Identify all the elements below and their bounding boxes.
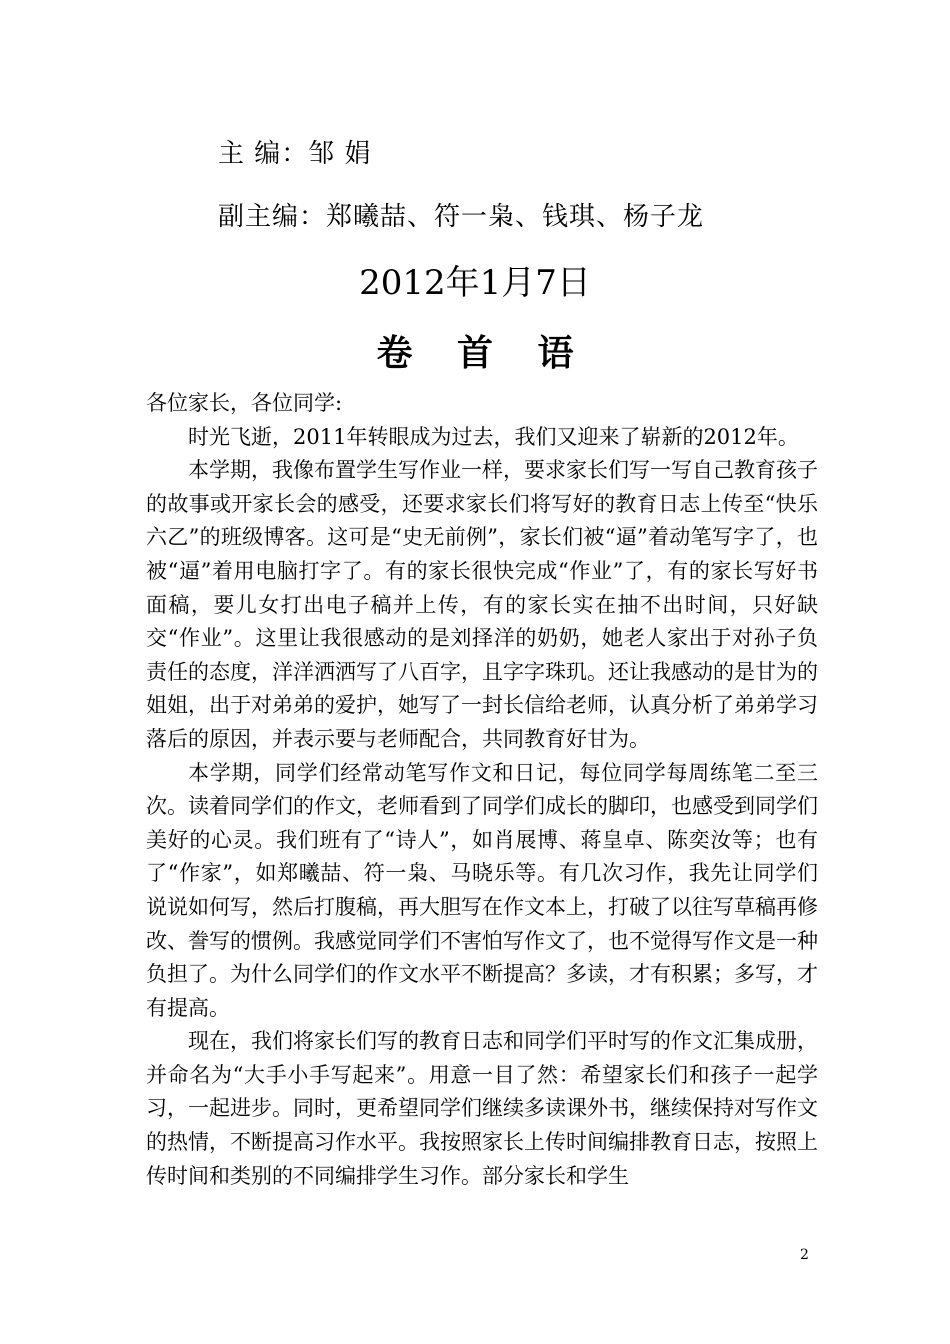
page-number: 2 — [800, 1247, 809, 1263]
paragraph-4: 现在，我们将家长们写的教育日志和同学们平时写的作文汇集成册，并命名为“大手小手写起来”。用意一目了然：希望家长们和孩子一起学习，一起进步。同时，更希望同学们继续多读课外书，继续保持对写作文的热情，不断提高习作水平。我按照家长上传时间编排教育日志，按照上传时间和类别的不同编排学生习作。部分家长和学生 — [146, 1029, 818, 1188]
publication-date: 2012年1月7日 — [359, 263, 591, 303]
paragraph-2: 本学期，我像布置学生写作业一样，要求家长们写一写自己教育孩子的故事或开家长会的感受，还要求家长们将写好的教育日志上传至“快乐六乙”的班级博客。这可是“史无前例”，家长们被“逼”着动笔写字了，也被“逼”着用电脑打字了。有的家长很快完成“作业”了，有的家长写好书面稿，要儿女打出电子稿并上传，有的家长实在抽不出时间，只好缺交“作业”。这里让我很感动的是刘择洋的奶奶，她老人家出于对孙子负责任的态度，洋洋洒洒写了八百字，且字字珠玑。还让我感动的是甘为的姐姐，出于对弟弟的爱护，她写了一封长信给老师，认真分析了弟弟学习落后的原因，并表示要与老师配合，共同教育好甘为。 — [146, 458, 818, 751]
preface-title: 卷 首 语 — [376, 332, 590, 374]
paragraph-1: 时光飞逝，2011年转眼成为过去，我们又迎来了崭新的2012年。 — [188, 424, 799, 449]
paragraph-3: 本学期，同学们经常动笔写作文和日记，每位同学每周练笔二至三次。读着同学们的作文，老师看到了同学们成长的脚印，也感受到同学们美好的心灵。我们班有了“诗人”，如肖展博、蒋皇卓、陈奕汝等；也有了“作家”，如郑曦喆、符一枭、马晓乐等。有几次习作，我先让同学们说说如何写，然后打腹稿，再大胆写在作文本上，打破了以往写草稿再修改、誊写的惯例。我感觉同学们不害怕写作文了，也不觉得写作文是一种负担了。为什么同学们的作文水平不断提高？多读，才有积累；多写，才有提高。 — [146, 760, 818, 1020]
deputy-editor-line: 副主编：郑曦喆、符一枭、钱琪、杨子龙 — [218, 202, 705, 232]
salutation: 各位家长，各位同学: — [146, 391, 343, 415]
chief-editor-line: 主 编：邹 娟 — [218, 139, 372, 169]
preface-body — [146, 387, 818, 1193]
